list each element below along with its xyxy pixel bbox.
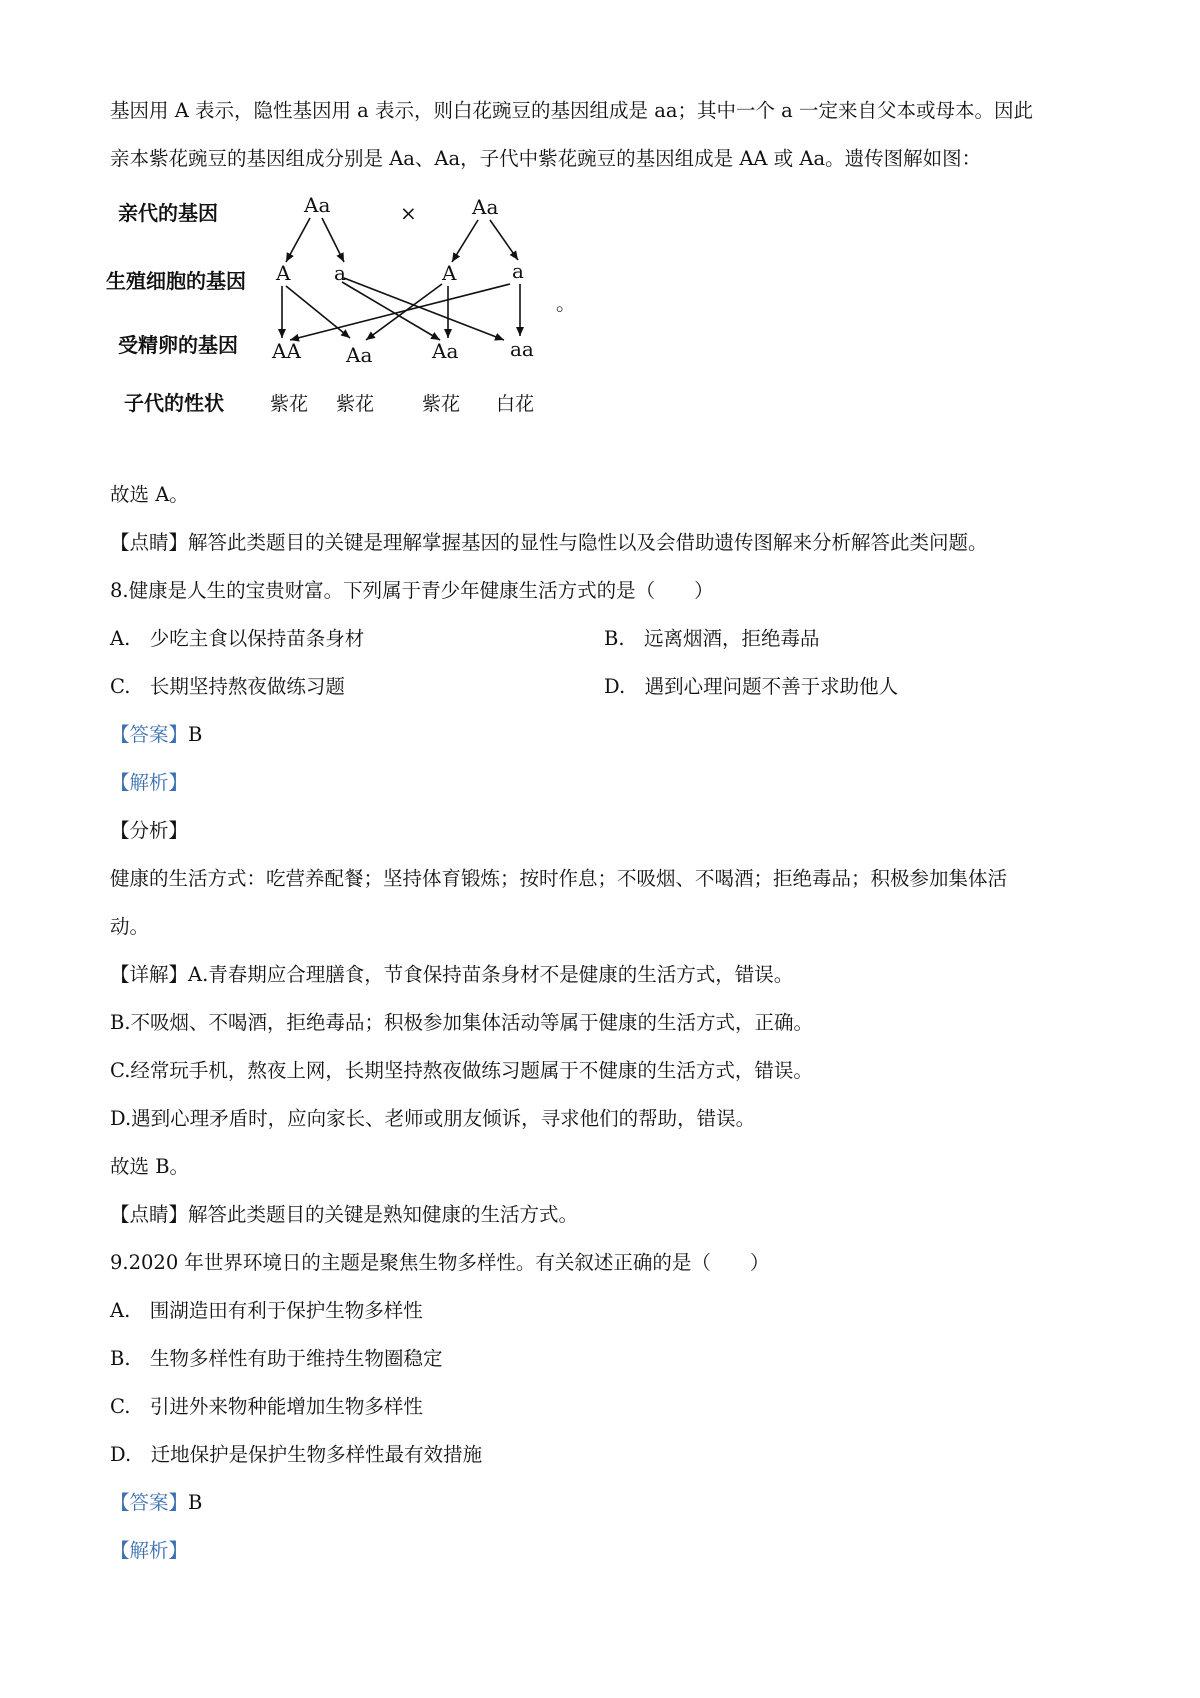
arrow-g4-z1 <box>290 284 510 340</box>
gamete-4: a <box>512 259 524 283</box>
q8-analysis-label: 【解析】 <box>110 771 189 794</box>
q8-detail-a <box>110 962 793 988</box>
zygote-4: aa <box>510 337 534 361</box>
arrow-p1-a <box>286 218 310 262</box>
row-label-zygote: 受精卵的基因 <box>118 333 238 357</box>
q8-fenxi-label: 【分析】 <box>110 819 189 842</box>
q8-option-d: D. 遇到心理问题不善于求助他人 <box>604 675 899 698</box>
q8-options-row-2 <box>110 674 899 700</box>
parent-genotype-2: Aa <box>472 195 499 219</box>
q8-detail-label: 【详解】 <box>110 963 189 986</box>
gamete-3: A <box>442 261 457 285</box>
q8-conclusion: 故选 B。 <box>110 1155 190 1178</box>
q8-detail-d: D.遇到心理矛盾时，应向家长、老师或朋友倾诉，寻求他们的帮助，错误。 <box>110 1107 756 1130</box>
phenotype-2: 紫花 <box>336 393 375 415</box>
q8-tip-label: 【点睛】 <box>110 1203 189 1226</box>
arrow-g1-z2 <box>286 286 350 338</box>
q7-conclusion: 故选 A。 <box>110 483 189 506</box>
q8-tip-text: 解答此类题目的关键是熟知健康的生活方式。 <box>188 1203 579 1226</box>
q8-detail-c: C.经常玩手机，熬夜上网，长期坚持熬夜做练习题属于不健康的生活方式，错误。 <box>110 1059 813 1082</box>
row-label-parent: 亲代的基因 <box>118 201 218 225</box>
parent-genotype-1: Aa <box>304 193 331 217</box>
arrow-p2-a <box>452 220 478 262</box>
phenotype-1: 紫花 <box>270 393 309 415</box>
q9-option-a: A. 围湖造田有利于保护生物多样性 <box>110 1299 423 1322</box>
phenotype-3: 紫花 <box>422 393 461 415</box>
q8-option-c: C. 长期坚持熬夜做练习题 <box>110 675 345 698</box>
q9-option-d: D. 迁地保护是保护生物多样性最有效措施 <box>110 1443 483 1466</box>
q9-answer-value: B <box>188 1491 203 1514</box>
q7-tip-label: 【点睛】 <box>110 531 189 554</box>
q7-tip <box>110 530 988 556</box>
q8-answer-label: 【答案】 <box>110 723 189 746</box>
inheritance-diagram <box>100 190 620 430</box>
q7-tip-text: 解答此类题目的关键是理解掌握基因的显性与隐性以及会借助遗传图解来分析解答此类问题。 <box>188 531 988 554</box>
arrow-p2-b <box>490 220 518 260</box>
q8-tip <box>110 1202 578 1228</box>
q8-fenxi-line-2: 动。 <box>110 915 150 938</box>
q8-answer <box>110 722 202 748</box>
diagram-end-mark: 。 <box>556 291 576 315</box>
q9-answer <box>110 1490 202 1516</box>
phenotype-4: 白花 <box>496 393 535 415</box>
gamete-1: A <box>276 261 291 285</box>
q8-detail-b: B.不吸烟、不喝酒，拒绝毒品；积极参加集体活动等属于健康的生活方式，正确。 <box>110 1011 814 1034</box>
row-label-gamete: 生殖细胞的基因 <box>106 269 246 293</box>
zygote-3: Aa <box>432 339 459 363</box>
cross-symbol: × <box>400 201 417 225</box>
q8-answer-value: B <box>188 723 203 746</box>
q8-detail-a-text: A.青春期应合理膳食，节食保持苗条身材不是健康的生活方式，错误。 <box>188 963 794 986</box>
zygote-2: Aa <box>346 343 373 367</box>
zygote-1: AA <box>272 339 301 363</box>
q8-stem: 8.健康是人生的宝贵财富。下列属于青少年健康生活方式的是（ ） <box>110 579 714 602</box>
q8-options-row-1 <box>110 626 820 652</box>
gamete-2: a <box>334 261 346 285</box>
q9-stem: 9.2020 年世界环境日的主题是聚焦生物多样性。有关叙述正确的是（ ） <box>110 1251 770 1274</box>
row-label-phenotype: 子代的性状 <box>124 391 224 415</box>
q9-analysis-label: 【解析】 <box>110 1539 189 1562</box>
q9-answer-label: 【答案】 <box>110 1491 189 1514</box>
q9-option-c: C. 引进外来物种能增加生物多样性 <box>110 1395 423 1418</box>
q8-option-b: B. 远离烟酒，拒绝毒品 <box>604 627 820 650</box>
arrow-g2-z3 <box>342 282 440 340</box>
q9-option-b: B. 生物多样性有助于维持生物圈稳定 <box>110 1347 443 1370</box>
q8-option-a: A. 少吃主食以保持苗条身材 <box>110 627 365 650</box>
intro-line-1: 基因用 A 表示，隐性基因用 a 表示，则白花豌豆的基因组成是 aa；其中一个 a 一定来自父本或母本。因此 <box>110 99 1033 122</box>
arrow-p1-b <box>322 218 344 262</box>
intro-line-2: 亲本紫花豌豆的基因组成分别是 Aa、Aa，子代中紫花豌豆的基因组成是 AA 或 Aa。遗传图解如图： <box>110 147 982 170</box>
q8-fenxi-line-1: 健康的生活方式：吃营养配餐；坚持体育锻炼；按时作息；不吸烟、不喝酒；拒绝毒品；积极参加集体活 <box>110 867 1008 890</box>
